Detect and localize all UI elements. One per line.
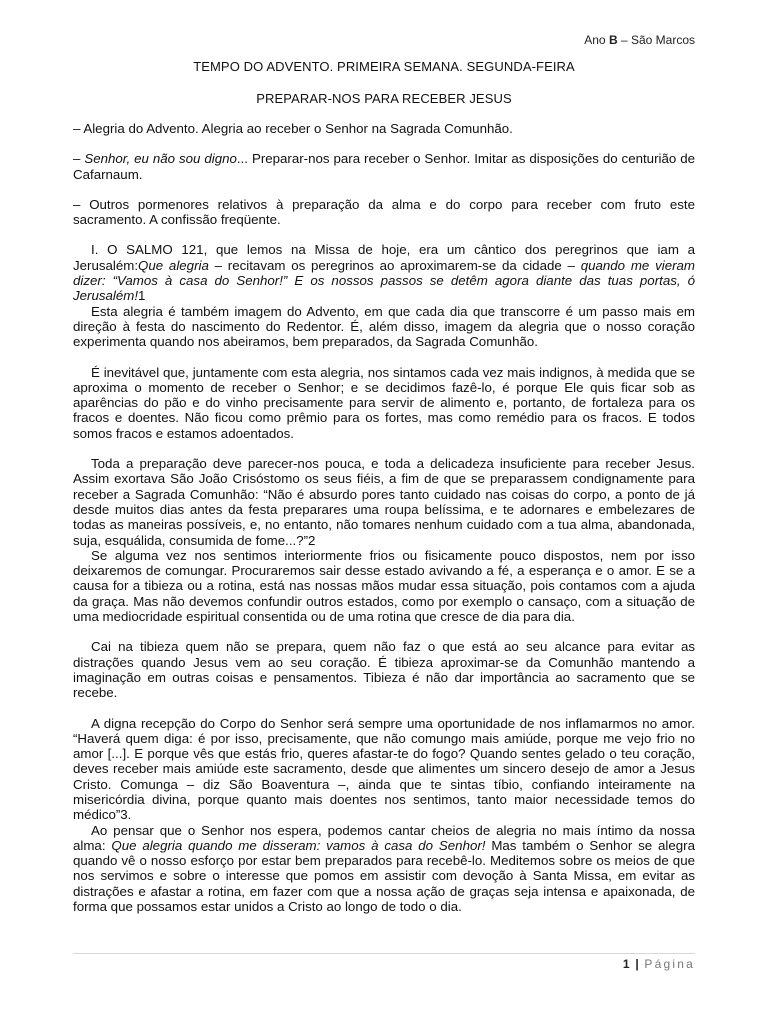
paragraph-1-text-a: I. O SALMO 121, que lemos na Missa de hoje, era um cântico dos peregrinos que iam a Jerusalém: [73,242,695,273]
summary-point-1: – Alegria do Advento. Alegria ao receber o Senhor na Sagrada Comunhão. [73,121,513,136]
paragraph-6: Cai na tibieza quem não se prepara, quem não faz o que está ao seu alcance para evitar as distrações quando Jesus vem ao seu coração. É tibieza aproximar-se da Comunhão mantendo a imaginação em outras coisas e pensamentos. Tibieza é não dar importância ao sacramento que se recebe. [73,639,695,701]
page-word: Página [644,957,695,971]
document-page [73,0,695,1024]
page-number: 1 [622,957,631,971]
paragraph-1-quote-a: Que alegria [138,257,209,273]
document-body [73,121,695,914]
paragraph-8-text-a: Ao pensar que o Senhor nos espera, podemos cantar cheios de alegria no mais íntimo da nossa alma: [73,822,695,853]
paragraph-1-quote-b: quando me vieram dizer: “Vamos à casa do Senhor!” E os nossos passos se detêm agora diante das tuas portas, ó Jerusalém! [73,257,695,304]
summary-dash: – [73,151,85,167]
summary-quote: Senhor, eu não sou digno [84,151,237,167]
season-title: TEMPO DO ADVENTO. PRIMEIRA SEMANA. SEGUNDA-FEIRA [193,59,575,74]
paragraph-1 [73,242,695,303]
footer-divider [73,953,695,954]
footer-separator: | [635,957,640,971]
header-gospel: – São Marcos [620,33,695,47]
paragraph-4: Toda a preparação deve parecer-nos pouca, e toda a delicadeza insuficiente para receber Jesus. Assim exortava São João Crisóstomo os seus fiéis, a fim de que se preparassem condignamente para receber a Sagrada Comunhão: “Não é absurdo pores tanto cuidado nas coisas do corpo, a ponto de já desde muitos dias antes da festa preparares uma roupa belíssima, e te adornares e embelezares de todas as maneiras possíveis, e, no entanto, não tomares nenhum cuidado com a tua alma, abandonada, suja, esquálida, consumida de fome...?”2 [73,456,695,548]
summary-point-2-text: ... Preparar-nos para receber o Senhor. Imitar as disposições do centurião de Cafarnaum. [73,151,695,182]
header-year-letter: B [608,33,618,47]
summary-point-3: – Outros pormenores relativos à preparação da alma e do corpo para receber com fruto este sacramento. A confissão freqüente. [73,196,695,228]
paragraph-5: Se alguma vez nos sentimos interiormente frios ou fisicamente pouco dispostos, nem por isso deixaremos de comungar. Procuraremos sair desse estado avivando a fé, a esperança e o amor. E se a causa for a tibieza ou a rotina, está nas nossas mãos mudar essa situação, pois contamos com a ajuda da graça. Mas não devemos confundir outros estados, como por exemplo o cansaço, com a situação de uma mediocridade espiritual consentida ou de uma rotina que cresce de dia para dia. [73,547,695,625]
paragraph-1-text-b: – recitavam os peregrinos ao aproximarem-se da cidade – [208,257,581,273]
summary-point-2 [73,151,695,182]
paragraph-7: A digna recepção do Corpo do Senhor será sempre uma oportunidade de nos inflamarmos no amor. “Haverá quem diga: é por isso, precisamente, que não comungo mais amiúde, porque me vejo frio no amor [...]. E porque vês que estás frio, queres afastar-te do fogo? Quando sentes gelado o teu coração, deves receber mais amiúde este sacramento, desde que alimentes um sincero desejo de amor a Jesus Cristo. Comunga – diz São Boaventura –, ainda que te sintas tíbio, confiando inteiramente na misericórdia divina, porque quanto mais doentes nos sentimos, tanto maior necessidade temos do médico”3. [73,715,695,823]
paragraph-2: Esta alegria é também imagem do Advento, em que cada dia que transcorre é um passo mais em direção à festa do nascimento do Redentor. É, além disso, imagem da alegria que o nosso coração experimenta quando nos abeiramos, bem preparados, da Sagrada Comunhão. [73,303,695,350]
paragraph-8-quote: Que alegria quando me disseram: vamos à casa do Senhor! [111,837,486,853]
paragraph-8-text-b: Mas também o Senhor se alegra quando vê o nosso esforço por estar bem preparados para recebê-lo. Meditemos sobre os meios de que nos servimos e sobre o interesse que pomos em assistir com devoção à Santa Missa, em evitar as distrações e afastar a rotina, em fazer com que a nossa ação de graças seja intensa e apaixonada, de forma que possamos estar unidos a Cristo ao longo de todo o dia. [73,837,695,915]
theme-title: PREPARAR-NOS PARA RECEBER JESUS [256,91,512,106]
header-year-prefix: Ano [584,33,606,47]
running-header [584,33,695,47]
paragraph-3: É inevitável que, juntamente com esta alegria, nos sintamos cada vez mais indignos, à medida que se aproxima o momento de receber o Senhor; e se decidimos fazê-lo, é porque Ele quis ficar sob as aparências do pão e do vinho precisamente para servir de alimento e, portanto, de fortaleza para os fracos e doentes. Não ficou como prêmio para os fortes, mas como remédio para os fracos. E todos somos fracos e estamos adoentados. [73,364,695,441]
footnote-ref-1: 1 [138,288,146,304]
page-footer [623,957,695,971]
paragraph-8 [73,823,695,915]
